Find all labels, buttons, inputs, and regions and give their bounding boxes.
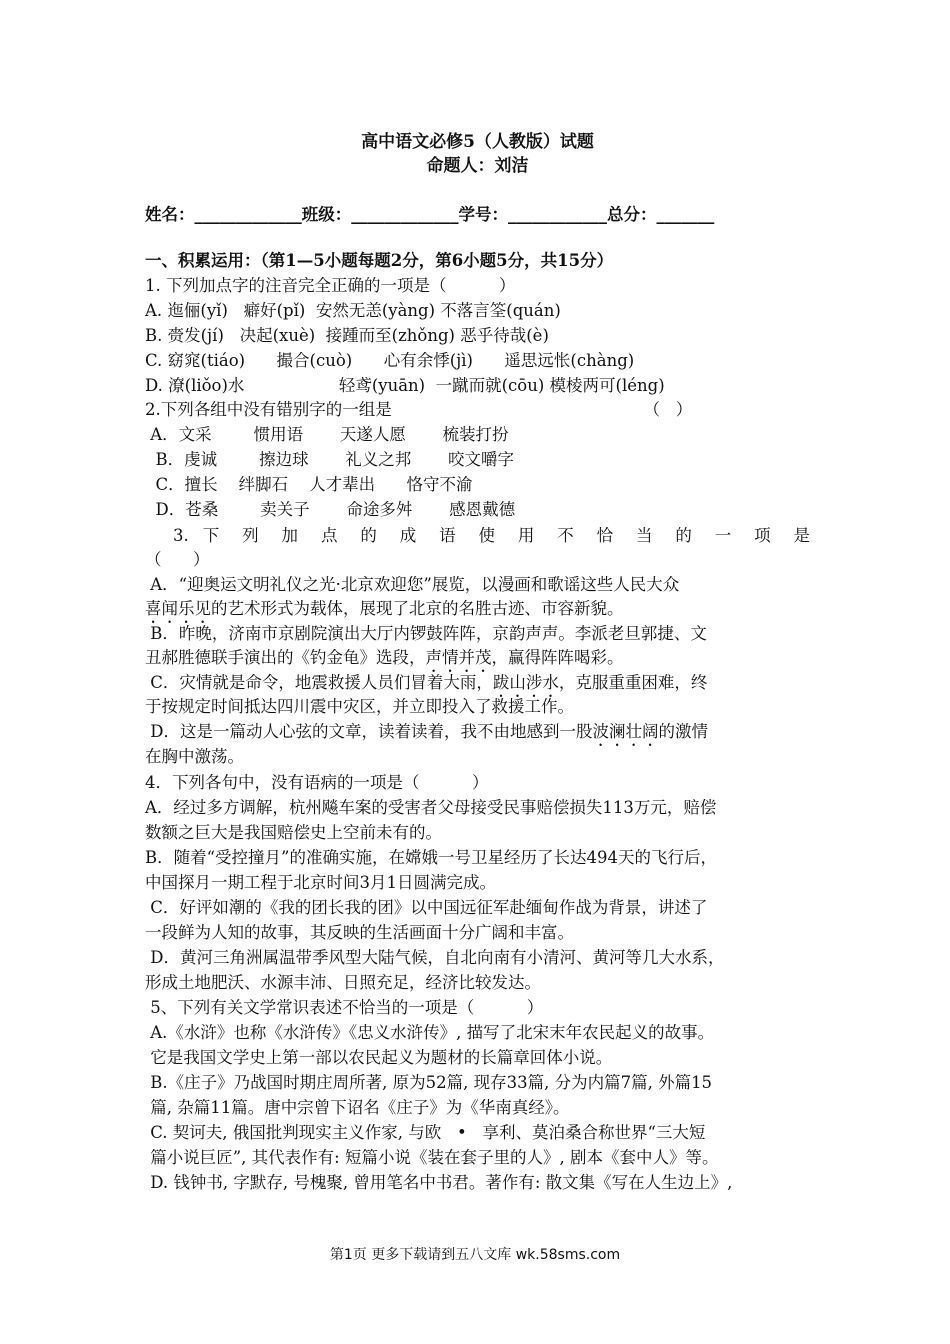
q3-option-b-line1: B．昨晚，济南市京剧院演出大厅内锣鼓阵阵，京韵声声。李派老旦郭捷、文	[145, 624, 707, 643]
document-title: 高中语文必修5（人教版）试题	[361, 132, 594, 152]
q3-option-a-line1: A．“迎奥运文明礼仪之光·北京欢迎您”展览，以漫画和歌谣这些人民大众	[145, 575, 680, 594]
q5-stem: 5、下列有关文学常识表述不恰当的一项是（ ）	[145, 998, 544, 1017]
q2-stem: 2.下列各组中没有错别字的一组是 （ ）	[145, 400, 693, 419]
q4-option-a-line1: A．经过多方调解，杭州飚车案的受害者父母接受民事赔偿损失113万元，赔偿	[145, 798, 717, 817]
q4-option-d-line1: D．黄河三角洲属温带季风型大陆气候，自北向南有小清河、黄河等几大水系，	[145, 948, 725, 967]
q3-a-dotted-idiom: 喜闻乐见	[145, 599, 211, 618]
q4-stem: 4．下列各句中，没有语病的一项是（ ）	[145, 773, 489, 792]
section1-heading: 一、积累运用：（第1—5小题每题2分，第6小题5分，共15分）	[145, 251, 614, 270]
q1-option-b: B. 赍发(jí) 决起(xuè) 接踵而至(zhǒng) 恶乎待哉(è)	[145, 326, 549, 345]
q2-option-d: D．苍桑 卖关子 命途多舛 感恩戴德	[145, 500, 516, 519]
q4-option-d-line2: 形成土地肥沃、水源丰沛、日照充足，经济比较发达。	[145, 973, 541, 992]
q5-option-c-line1: C. 契诃夫, 俄国批判现实主义作家, 与欧 • 享利、莫泊桑合称世界“三大短	[145, 1123, 706, 1142]
q2-option-b: B．虔诚 擦边球 礼义之邦 咬文嚼字	[145, 450, 515, 469]
q3-c-dotted-idiom: 跋山涉水	[492, 673, 559, 692]
q4-option-a-line2: 数额之巨大是我国赔偿史上空前未有的。	[145, 823, 442, 842]
q1-option-a: A. 迤俪(yǐ) 癖好(pǐ) 安然无恙(yàng) 不落言筌(quán)	[145, 301, 561, 320]
q5-option-b-line2: 篇, 杂篇11篇。唐中宗曾下诏名《庄子》为《华南真经》。	[145, 1098, 570, 1117]
q5-option-b-line1: B.《庄子》乃战国时期庄周所著, 原为52篇, 现存33篇, 分为内篇7篇, 外篇15	[145, 1073, 713, 1092]
q3-blank: （ ）	[145, 550, 210, 569]
q4-option-b-line2: 中国探月一期工程于北京时间3月1日圆满完成。	[145, 873, 496, 892]
q3-option-d-line2: 在胸中激荡。	[145, 747, 244, 766]
q1-stem: 1. 下列加点字的注音完全正确的一项是（ ）	[145, 276, 516, 295]
document-author: 命题人：刘洁	[426, 156, 529, 176]
q5-option-a-line2: 它是我国文学史上第一部以农民起义为题材的长篇章回体小说。	[145, 1048, 613, 1067]
q5-option-d-line1: D. 钱钟书, 字默存, 号槐聚, 曾用笔名中书君。著作有: 散文集《写在人生边上》,	[145, 1173, 733, 1192]
q5-option-c-line2: 篇小说巨匠”, 其代表作有: 短篇小说《装在套子里的人》, 剧本《套中人》等。	[145, 1148, 719, 1167]
q1-option-d: D. 潦(liǒo)水 轻鸢(yuān) 一蹴而就(cōu) 模棱两可(léng)	[145, 376, 665, 395]
q3-d-dotted-idiom: 波澜壮阔	[592, 722, 659, 741]
student-info-line: 姓名：_____________班级：_____________学号：____________总分：_______	[145, 205, 715, 224]
q3-a-line2-rest: 的艺术形式为载体，展现了北京的名胜古迹、市容新貌。	[211, 599, 624, 618]
q4-option-b-line1: B．随着“受控撞月”的准确实施，在嫦娥一号卫星经历了长达494天的飞行后，	[145, 848, 717, 867]
q5-option-a-line1: A.《水浒》也称《水浒传》《忠义水浒传》, 描写了北宋末年农民起义的故事。	[145, 1023, 715, 1042]
q3-b-line2-pre: 丑郝胜德联手演出的《钓金龟》选段，	[145, 648, 426, 667]
page-footer: 第1页 更多下载请到五八文库 wk.58sms.com	[329, 1247, 621, 1263]
q3-stem: 3. 下 列 加 点 的 成 语 使 用 不 恰 当 的 一 项 是	[173, 526, 810, 545]
q3-option-c-line2: 于按规定时间抵达四川震中灾区，并立即投入了救援工作。	[145, 697, 574, 716]
q3-b-line2-post: ，赢得阵阵喝彩。	[491, 648, 624, 667]
q2-option-a: A．文采 惯用语 天遂人愿 梳装打扮	[145, 425, 509, 444]
q1-option-c: C. 窈窕(tiáo) 撮合(cuò) 心有余悸(jì) 遥思远怅(chàng)	[145, 351, 635, 370]
q3-c-line1-pre: C．灾情就是命令，地震救援人员们冒着大雨，	[145, 673, 493, 692]
q2-option-c: C．擅长 绊脚石 人才辈出 恪守不渝	[145, 475, 473, 494]
q3-d-line1-pre: D．这是一篇动人心弦的文章，读着读着，我不由地感到一股	[145, 722, 593, 741]
q3-b-dotted-idiom: 声情并茂	[425, 648, 492, 667]
q4-option-c-line2: 一段鲜为人知的故事，其反映的生活画面十分广阔和丰富。	[145, 923, 574, 942]
q3-d-line1-post: 的激情	[658, 722, 708, 741]
q4-option-c-line1: C．好评如潮的《我的团长我的团》以中国远征军赴缅甸作战为背景，讲述了	[145, 898, 708, 917]
q3-c-line1-post: ，克服重重困难，终	[558, 673, 708, 692]
